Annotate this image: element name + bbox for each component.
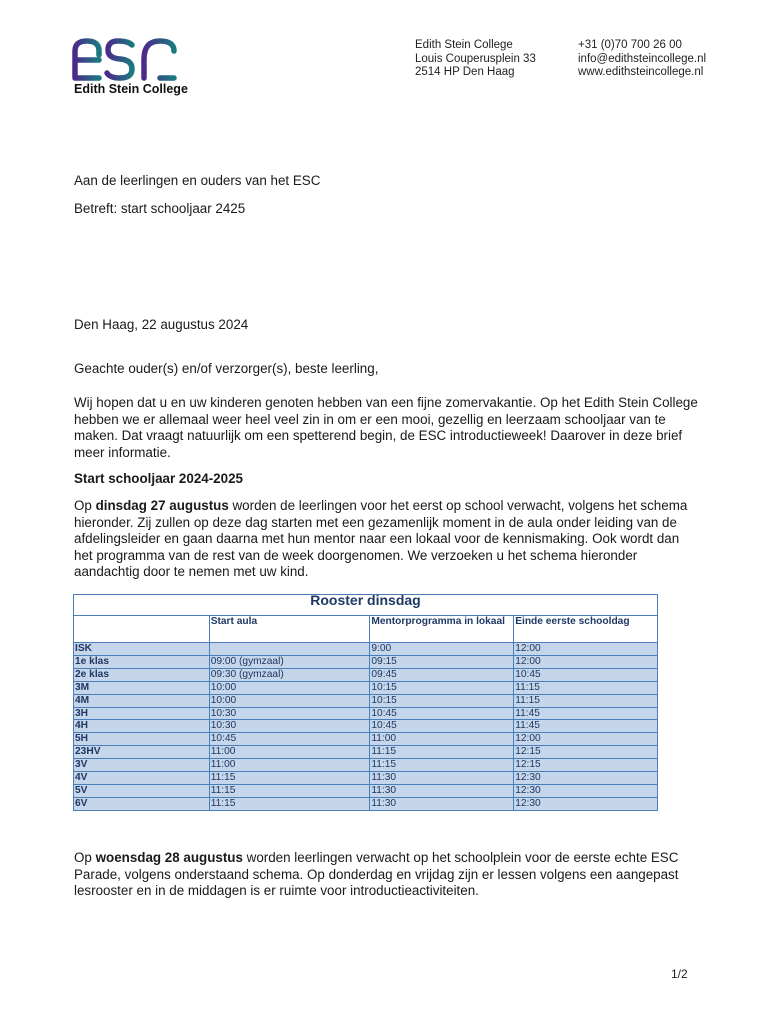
- table-cell: 12:30: [514, 797, 658, 810]
- table-cell: 09:45: [370, 668, 514, 681]
- table-cell: 11:15: [209, 784, 370, 797]
- address-line: Edith Stein College: [415, 39, 513, 51]
- logo-subtitle: Edith Stein College: [74, 82, 188, 96]
- website-url[interactable]: www.edithsteincollege.nl: [578, 66, 704, 78]
- table-cell: 10:30: [209, 707, 370, 720]
- table-cell: 5H: [74, 733, 210, 746]
- date-line: Den Haag, 22 augustus 2024: [74, 317, 249, 332]
- table-cell: 10:15: [370, 681, 514, 694]
- address-line: Louis Couperusplein 33: [415, 52, 536, 65]
- table-cell: 11:00: [209, 759, 370, 772]
- school-address: [415, 39, 536, 80]
- table-cell: 11:30: [370, 772, 514, 785]
- table-cell: 6V: [74, 797, 210, 810]
- table-cell: 12:30: [514, 784, 658, 797]
- paragraph-tuesday: Op dinsdag 27 augustus worden de leerlingen voor het eerst op school verwacht, volgens het schema hieronder. Zij zullen op deze dag starten met een gezamenlijk moment in de aula onder leiding van de afdelingsleider en gaan daarna met hun mentor naar een lokaal voor de kennismaking. Ook wordt dan het programma van de rest van de week doorgenomen. We verzoeken u het schema hieronder aandachtig door te nemen met uw kind.: [74, 498, 688, 580]
- table-cell: 09:30 (gymzaal): [209, 668, 370, 681]
- table-row: [74, 707, 658, 720]
- intro-paragraph: Wij hopen dat u en uw kinderen genoten hebben van een fijne zomervakantie. Op het Edith Stein College hebben we er allemaal weer heel veel zin in om er een mooi, gezellig en leerzaam schooljaar van te maken. Dat vraagt natuurlijk om een spetterend begin, de ESC introductieweek! Daarover in deze brief meer informatie.: [74, 395, 698, 460]
- table-row: [74, 797, 658, 810]
- table-cell: 10:45: [514, 668, 658, 681]
- table-cell: 11:30: [370, 797, 514, 810]
- table-cell: 4M: [74, 694, 210, 707]
- column-header: Einde eerste schooldag: [514, 616, 658, 643]
- table-cell: 12:30: [514, 772, 658, 785]
- table-cell: 3H: [74, 707, 210, 720]
- table-cell: 11:45: [514, 707, 658, 720]
- table-cell: 11:15: [514, 694, 658, 707]
- table-cell: 12:00: [514, 733, 658, 746]
- table-row: [74, 772, 658, 785]
- schedule-title: Rooster dinsdag: [74, 595, 658, 616]
- table-row: [74, 681, 658, 694]
- table-row: [74, 746, 658, 759]
- table-cell: 11:00: [370, 733, 514, 746]
- table-row: [74, 784, 658, 797]
- table-cell: 12:00: [514, 655, 658, 668]
- table-cell: 10:00: [209, 681, 370, 694]
- table-header-row: [74, 616, 658, 643]
- recipient-line: Aan de leerlingen en ouders van het ESC: [74, 173, 321, 188]
- table-cell: [209, 643, 370, 656]
- table-cell: 23HV: [74, 746, 210, 759]
- table-cell: 11:45: [514, 720, 658, 733]
- table-cell: 11:15: [514, 681, 658, 694]
- table-cell: 10:30: [209, 720, 370, 733]
- salutation: Geachte ouder(s) en/of verzorger(s), beste leerling,: [74, 361, 379, 376]
- table-row: [74, 759, 658, 772]
- table-cell: 10:15: [370, 694, 514, 707]
- table-cell: 4H: [74, 720, 210, 733]
- table-cell: 2e klas: [74, 668, 210, 681]
- table-cell: 5V: [74, 784, 210, 797]
- page-number: 1/2: [671, 967, 688, 981]
- phone-number: +31 (0)70 700 26 00: [578, 39, 682, 51]
- table-cell: 10:45: [370, 720, 514, 733]
- email-address[interactable]: info@edithsteincollege.nl: [578, 52, 707, 65]
- table-row: [74, 733, 658, 746]
- section-heading: Start schooljaar 2024-2025: [74, 471, 243, 486]
- table-cell: 11:15: [370, 746, 514, 759]
- column-header: Start aula: [209, 616, 370, 643]
- esc-logo-mark: [72, 38, 182, 82]
- column-header: [74, 616, 210, 643]
- table-row: [74, 694, 658, 707]
- school-contact: [578, 39, 706, 80]
- esc-logo: [72, 38, 202, 100]
- table-cell: ISK: [74, 643, 210, 656]
- address-line: 2514 HP Den Haag: [415, 66, 515, 78]
- column-header: Mentorprogramma in lokaal: [370, 616, 514, 643]
- schedule-table: [73, 594, 658, 811]
- table-cell: 9:00: [370, 643, 514, 656]
- table-cell: 11:15: [209, 772, 370, 785]
- table-cell: 12:15: [514, 759, 658, 772]
- table-cell: 11:30: [370, 784, 514, 797]
- table-cell: 09:00 (gymzaal): [209, 655, 370, 668]
- table-row: [74, 720, 658, 733]
- table-cell: 10:45: [209, 733, 370, 746]
- table-cell: 10:45: [370, 707, 514, 720]
- highlight-date-tuesday: dinsdag 27 augustus: [95, 498, 229, 513]
- table-cell: 12:15: [514, 746, 658, 759]
- highlight-date-wednesday: woensdag 28 augustus: [95, 850, 243, 865]
- table-cell: 11:00: [209, 746, 370, 759]
- table-cell: 12:00: [514, 643, 658, 656]
- table-cell: 11:15: [209, 797, 370, 810]
- paragraph-wednesday: Op woensdag 28 augustus worden leerlingen verwacht op het schoolplein voor de eerste echte ESC Parade, volgens onderstaand schema. Op donderdag en vrijdag zijn er lessen volgens een aangepast lesrooster en in de middagen is er ruimte voor introductieactiviteiten.: [74, 850, 679, 899]
- table-row: [74, 668, 658, 681]
- table-cell: 09:15: [370, 655, 514, 668]
- table-cell: 1e klas: [74, 655, 210, 668]
- table-cell: 10:00: [209, 694, 370, 707]
- table-row: [74, 643, 658, 656]
- subject-line: Betreft: start schooljaar 2425: [74, 201, 246, 216]
- table-cell: 4V: [74, 772, 210, 785]
- table-cell: 3M: [74, 681, 210, 694]
- table-row: [74, 655, 658, 668]
- table-cell: 3V: [74, 759, 210, 772]
- table-cell: 11:15: [370, 759, 514, 772]
